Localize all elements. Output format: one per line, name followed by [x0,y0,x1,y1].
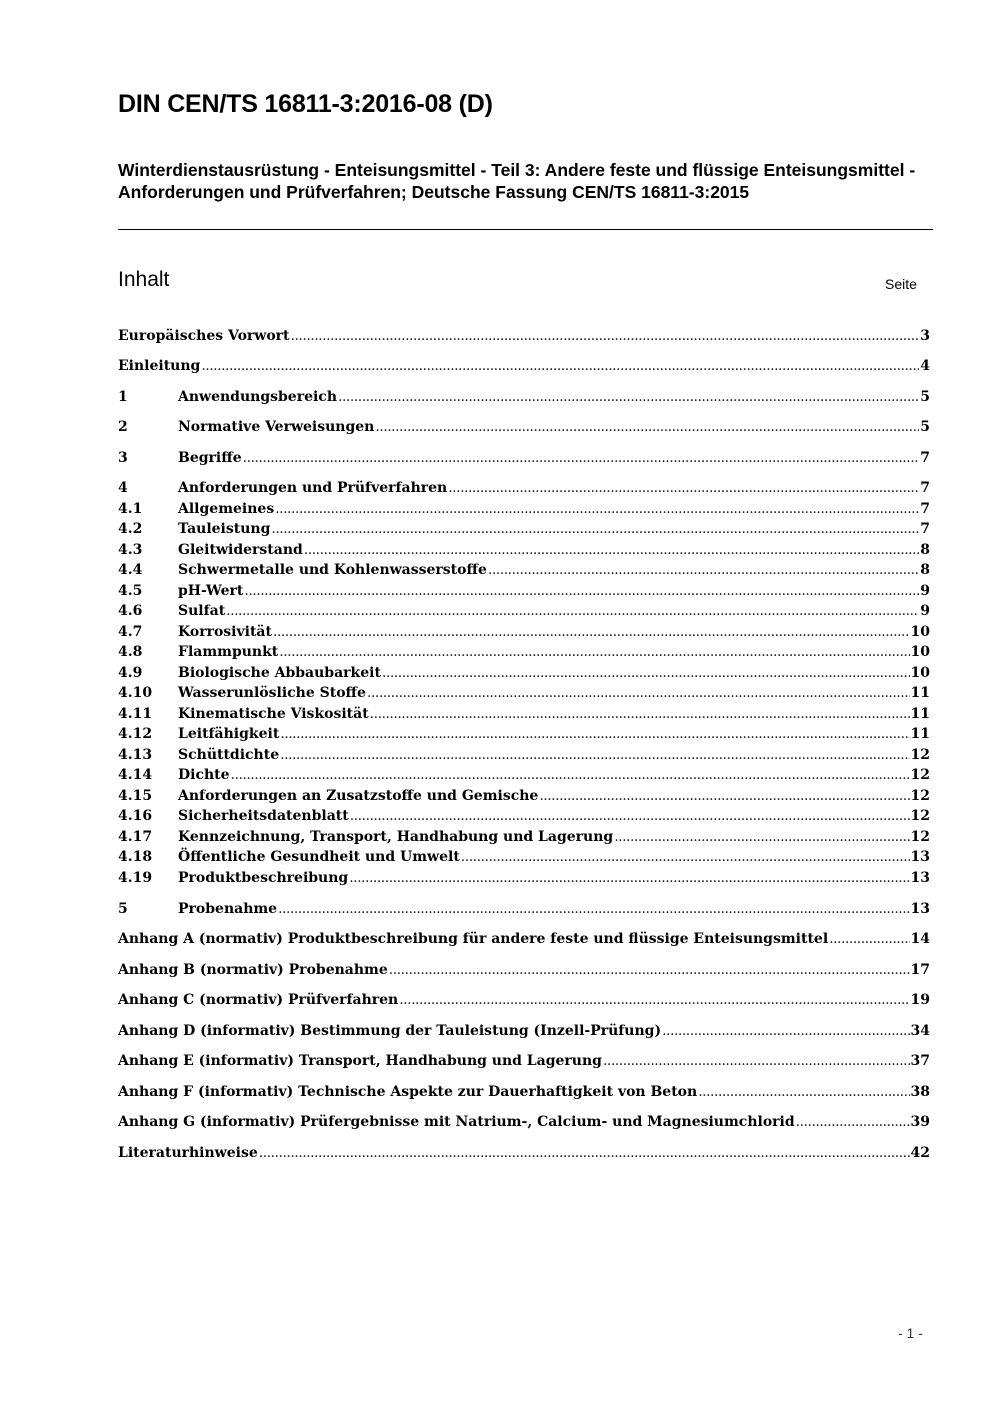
toc-entry-page: 13 [910,901,930,917]
toc-entry-page: 5 [920,389,930,405]
toc-leader-dots [304,540,919,560]
toc-entry-number: 4.18 [118,849,153,865]
toc-entry-page: 10 [910,624,930,640]
toc-entry-number: 4.14 [118,767,153,783]
toc-entry[interactable] [118,899,930,919]
toc-entry-title: Kinematische Viskosität [178,706,369,722]
toc-entry-title: Allgemeines [178,501,275,517]
toc-entry-page: 12 [910,767,930,783]
toc-entry-page: 11 [910,706,930,722]
toc-entry-title: Anhang G (informativ) Prüfergebnisse mit Natrium-, Calcium- und Magnesiumchlorid [118,1114,795,1130]
toc-leader-dots [539,786,909,806]
toc-entry-page: 39 [910,1114,930,1130]
toc-entry-page: 37 [910,1053,930,1069]
toc-entry-number: 4.3 [118,542,143,558]
toc-entry[interactable] [118,683,930,703]
toc-entry[interactable] [118,868,930,888]
toc-entry-number: 2 [118,419,128,435]
toc-leader-dots [399,990,909,1010]
toc-entry[interactable] [118,745,930,765]
toc-entry-page: 7 [920,501,930,517]
toc-entry-number: 3 [118,450,128,466]
toc-entry-number: 4.9 [118,665,143,681]
toc-leader-dots [350,806,910,826]
toc-leader-dots [375,417,919,437]
toc-entry[interactable] [118,581,930,601]
toc-entry-page: 3 [920,328,930,344]
toc-leader-dots [349,868,909,888]
toc-entry-number: 4.2 [118,521,143,537]
document-subtitle: Winterdienstausrüstung - Enteisungsmittel - Teil 3: Andere feste und flüssige Enteisungsmittel - Anforderungen und Prüfverfahren; Deutsche Fassung CEN/TS 16811-3:2015 [118,160,916,202]
toc-entry-title: Flammpunkt [178,644,279,660]
toc-entry[interactable] [118,540,930,560]
toc-entry-title: Europäisches Vorwort [118,328,290,344]
toc-heading: Inhalt [118,268,170,291]
toc-entry-title: Anforderungen und Prüfverfahren [178,480,448,496]
toc-leader-dots [201,356,919,376]
toc-entry[interactable] [118,519,930,539]
toc-entry-page: 4 [920,358,930,374]
toc-entry-title: Gleitwiderstand [178,542,303,558]
toc-entry-title: Anhang B (normativ) Probenahme [118,962,388,978]
toc-entry-number: 4.6 [118,603,143,619]
toc-entry-page: 13 [910,849,930,865]
toc-leader-dots [259,1143,910,1163]
toc-entry-number: 4.11 [118,706,153,722]
toc-leader-dots [273,622,910,642]
toc-entry[interactable] [118,1143,930,1163]
toc-entry-number: 4.5 [118,583,143,599]
toc-entry-page: 12 [910,829,930,845]
toc-entry-title: Anhang F (informativ) Technische Aspekte zur Dauerhaftigkeit von Beton [118,1084,698,1100]
toc-entry-number: 5 [118,901,128,917]
toc-entry[interactable] [118,847,930,867]
toc-entry-page: 11 [910,685,930,701]
toc-leader-dots [367,683,910,703]
toc-leader-dots [662,1021,909,1041]
toc-entry-title: Anhang C (normativ) Prüfverfahren [118,992,399,1008]
toc-entry[interactable] [118,478,930,498]
toc-leader-dots [275,499,919,519]
toc-entry-title: Literaturhinweise [118,1145,258,1161]
toc-entry[interactable] [118,724,930,744]
toc-leader-dots [231,765,910,785]
toc-entry-page: 12 [910,788,930,804]
toc-entry[interactable] [118,356,930,376]
toc-entry[interactable] [118,387,930,407]
toc-entry-number: 4.17 [118,829,153,845]
toc-leader-dots [389,960,910,980]
toc-leader-dots [280,745,909,765]
toc-entry-page: 5 [920,419,930,435]
toc-entry-page: 42 [910,1145,930,1161]
toc-leader-dots [461,847,910,867]
toc-leader-dots [244,581,919,601]
toc-entry-title: Begriffe [178,450,242,466]
toc-entry-title: Kennzeichnung, Transport, Handhabung und Lagerung [178,829,614,845]
toc-entry-page: 7 [920,521,930,537]
toc-entry-number: 4.16 [118,808,153,824]
toc-entry-page: 9 [920,603,930,619]
toc-entry-title: pH-Wert [178,583,244,599]
toc-entry-title: Biologische Abbaubarkeit [178,665,381,681]
toc-entry[interactable] [118,765,930,785]
toc-entry[interactable] [118,1082,930,1102]
toc-entry-number: 4.15 [118,788,153,804]
toc-leader-dots [279,642,909,662]
toc-entry-page: 9 [920,583,930,599]
toc-entry-page: 10 [910,665,930,681]
toc-entry-number: 4.10 [118,685,153,701]
toc-leader-dots [796,1112,910,1132]
toc-entry-title: Anhang E (informativ) Transport, Handhabung und Lagerung [118,1053,602,1069]
toc-entry[interactable] [118,1021,930,1041]
toc-entry-title: Dichte [178,767,230,783]
toc-entry[interactable] [118,448,930,468]
toc-entry-number: 4.19 [118,870,153,886]
toc-entry-page: 7 [920,450,930,466]
toc-leader-dots [291,326,920,346]
toc-leader-dots [278,899,909,919]
toc-entry-number: 4.12 [118,726,153,742]
toc-entry-title: Tauleistung [178,521,271,537]
toc-leader-dots [603,1051,910,1071]
toc-entry-page: 12 [910,808,930,824]
toc-entry-title: Anforderungen an Zusatzstoffe und Gemische [178,788,539,804]
toc-leader-dots [829,929,909,949]
toc-leader-dots [382,663,910,683]
toc-entry-number: 4.13 [118,747,153,763]
toc-entry-title: Anhang A (normativ) Produktbeschreibung für andere feste und flüssige Enteisungsmittel [118,931,829,947]
toc-leader-dots [614,827,909,847]
toc-entry-title: Wasserunlösliche Stoffe [178,685,366,701]
toc-entry[interactable] [118,663,930,683]
toc-entry-page: 19 [910,992,930,1008]
toc-entry[interactable] [118,326,930,346]
toc-entry-number: 4.1 [118,501,143,517]
toc-entry-page: 7 [920,480,930,496]
toc-entry[interactable] [118,560,930,580]
toc-entry-page: 34 [910,1023,930,1039]
toc-leader-dots [338,387,919,407]
toc-entry-page: 8 [920,542,930,558]
toc-entry-page: 11 [910,726,930,742]
toc-entry-number: 4 [118,480,128,496]
toc-leader-dots [243,448,920,468]
toc-entry-page: 38 [910,1084,930,1100]
toc-leader-dots [698,1082,909,1102]
toc-entry-page: 13 [910,870,930,886]
toc-entry-title: Sicherheitsdatenblatt [178,808,349,824]
page-number: - 1 - [898,1325,923,1341]
toc-entry-title: Produktbeschreibung [178,870,349,886]
title-divider [118,229,933,230]
document-title: DIN CEN/TS 16811-3:2016-08 (D) [118,90,493,118]
toc-entry[interactable] [118,806,930,826]
toc-leader-dots [280,724,909,744]
toc-entry-number: 4.7 [118,624,143,640]
toc-page-column-label: Seite [885,276,917,292]
toc-entry[interactable] [118,827,930,847]
toc-entry-title: Leitfähigkeit [178,726,280,742]
toc-entry[interactable] [118,622,930,642]
toc-entry-title: Sulfat [178,603,226,619]
toc-entry-title: Schüttdichte [178,747,280,763]
toc-entry-page: 14 [910,931,930,947]
toc-entry-title: Normative Verweisungen [178,419,375,435]
toc-entry-title: Anwendungsbereich [178,389,337,405]
toc-entry[interactable] [118,417,930,437]
toc-leader-dots [271,519,919,539]
toc-entry-number: 4.8 [118,644,143,660]
toc-entry-number: 1 [118,389,128,405]
toc-entry-title: Öffentliche Gesundheit und Umwelt [178,849,460,865]
toc-entry[interactable] [118,990,930,1010]
toc-leader-dots [448,478,919,498]
toc-entry-title: Probenahme [178,901,278,917]
toc-entry[interactable] [118,704,930,724]
toc-leader-dots [226,601,919,621]
toc-entry[interactable] [118,1051,930,1071]
toc-entry[interactable] [118,642,930,662]
toc-entry-page: 10 [910,644,930,660]
toc-entry-page: 17 [910,962,930,978]
toc-entry[interactable] [118,960,930,980]
toc-entry-title: Anhang D (informativ) Bestimmung der Tauleistung (Inzell-Prüfung) [118,1023,662,1039]
toc-entry-page: 8 [920,562,930,578]
toc-entry[interactable] [118,786,930,806]
toc-entry[interactable] [118,601,930,621]
toc-leader-dots [370,704,910,724]
toc-entry[interactable] [118,929,930,949]
toc-leader-dots [488,560,919,580]
toc-entry-page: 12 [910,747,930,763]
toc-entry[interactable] [118,499,930,519]
toc-entry-title: Einleitung [118,358,201,374]
toc-entry[interactable] [118,1112,930,1132]
toc-entry-number: 4.4 [118,562,143,578]
toc-entry-title: Schwermetalle und Kohlenwasserstoffe [178,562,487,578]
toc-entry-title: Korrosivität [178,624,272,640]
